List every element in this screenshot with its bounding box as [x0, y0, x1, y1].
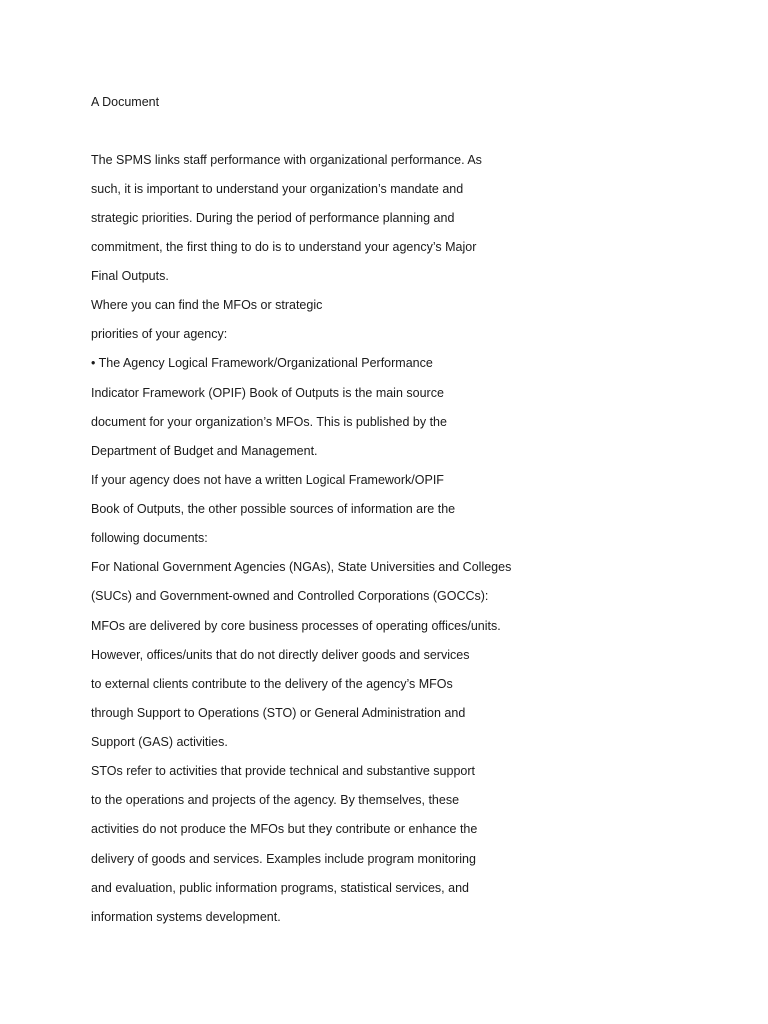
text-line: document for your organization’s MFOs. This is published by the	[91, 415, 447, 429]
text-line: Book of Outputs, the other possible sources of information are the	[91, 502, 456, 516]
text-line: Where you can find the MFOs or strategic	[91, 298, 323, 312]
text-line: such, it is important to understand your organization’s mandate and	[91, 182, 464, 196]
text-line: Indicator Framework (OPIF) Book of Outputs is the main source	[91, 386, 444, 400]
text-line: Support (GAS) activities.	[91, 735, 228, 749]
text-line: through Support to Operations (STO) or General Administration and	[91, 706, 466, 720]
text-line: (SUCs) and Government-owned and Controlled Corporations (GOCCs):	[91, 589, 489, 603]
document-title: A Document	[91, 95, 160, 109]
text-line: priorities of your agency:	[91, 327, 228, 341]
text-line: The SPMS links staff performance with organizational performance. As	[91, 153, 482, 167]
text-line: If your agency does not have a written Logical Framework/OPIF	[91, 473, 444, 487]
text-line: activities do not produce the MFOs but they contribute or enhance the	[91, 822, 478, 836]
text-line: strategic priorities. During the period of performance planning and	[91, 211, 455, 225]
text-line: to external clients contribute to the delivery of the agency’s MFOs	[91, 677, 453, 691]
text-line: information systems development.	[91, 910, 281, 924]
text-line: MFOs are delivered by core business processes of operating offices/units.	[91, 619, 501, 633]
text-line: Department of Budget and Management.	[91, 444, 318, 458]
text-line: However, offices/units that do not directly deliver goods and services	[91, 648, 470, 662]
text-line: For National Government Agencies (NGAs), State Universities and Colleges	[91, 560, 512, 574]
text-line: following documents:	[91, 531, 208, 545]
text-line: Final Outputs.	[91, 269, 169, 283]
text-line: to the operations and projects of the agency. By themselves, these	[91, 793, 460, 807]
text-line: delivery of goods and services. Examples include program monitoring	[91, 852, 476, 866]
text-line: and evaluation, public information programs, statistical services, and	[91, 881, 469, 895]
bullet-line: • The Agency Logical Framework/Organizational Performance	[91, 356, 433, 370]
text-line: STOs refer to activities that provide technical and substantive support	[91, 764, 475, 778]
text-line: commitment, the first thing to do is to understand your agency’s Major	[91, 240, 477, 254]
